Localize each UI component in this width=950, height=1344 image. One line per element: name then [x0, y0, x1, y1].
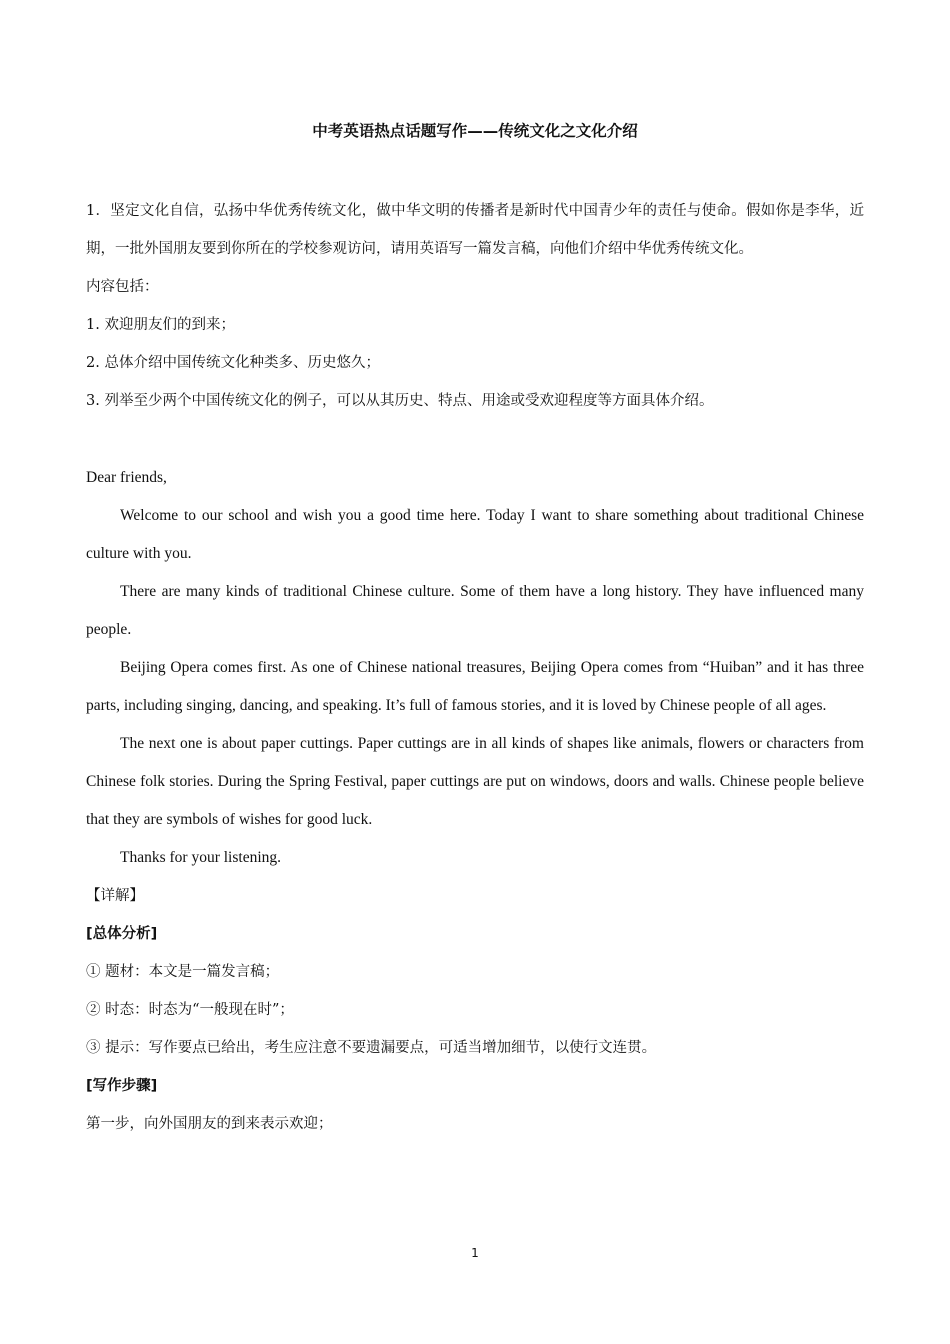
essay-paragraph: The next one is about paper cuttings. Paper cuttings are in all kinds of shapes like animals, flowers or characters from Chinese folk stories. During the Spring Festival, paper cuttings are put on windows, doors and walls. Chinese people believe that they are symbols of wishes for good luck. [86, 735, 864, 828]
page-title: 中考英语热点话题写作——传统文化之文化介绍 [312, 122, 638, 140]
writing-step: 第一步，向外国朋友的到来表示欢迎； [86, 1116, 333, 1132]
overall-analysis-heading: [总体分析] [86, 926, 158, 942]
analysis-item: ③ 提示：写作要点已给出，考生应注意不要遗漏要点，可适当增加细节，以使行文连贯。 [86, 1040, 657, 1056]
page-number: 1 [471, 1246, 479, 1260]
essay-salutation: Dear friends, [86, 469, 167, 486]
task-point: 1. 欢迎朋友们的到来； [86, 317, 235, 333]
analysis-item: ② 时态：时态为“一般现在时”； [86, 1002, 294, 1018]
essay-paragraph: Welcome to our school and wish you a good time here. Today I want to share something about traditional Chinese culture with you. [86, 507, 864, 562]
analysis-item: ① 题材：本文是一篇发言稿； [86, 964, 280, 980]
essay-paragraph: Beijing Opera comes first. As one of Chinese national treasures, Beijing Opera comes from “Huiban” and it has three parts, including singing, dancing, and speaking. It’s full of famous stories, and it is loved by Chinese people of all ages. [86, 659, 864, 714]
task-prompt: 1．坚定文化自信，弘扬中华优秀传统文化，做中华文明的传播者是新时代中国青少年的责任与使命。假如你是李华，近期，一批外国朋友要到你所在的学校参观访问，请用英语写一篇发言稿，向他们介绍中华优秀传统文化。 [86, 203, 864, 257]
document-body [86, 192, 864, 1143]
writing-steps-heading: [写作步骤] [86, 1078, 158, 1094]
task-point: 3. 列举至少两个中国传统文化的例子，可以从其历史、特点、用途或受欢迎程度等方面具体介绍。 [86, 393, 714, 409]
essay-closing: Thanks for your listening. [120, 849, 282, 866]
task-point: 2. 总体介绍中国传统文化种类多、历史悠久； [86, 355, 380, 371]
essay-paragraph: There are many kinds of traditional Chinese culture. Some of them have a long history. They have influenced many people. [86, 583, 864, 638]
points-heading: 内容包括： [86, 279, 159, 295]
section-gap [86, 420, 864, 459]
analysis-heading: 【详解】 [86, 888, 144, 904]
